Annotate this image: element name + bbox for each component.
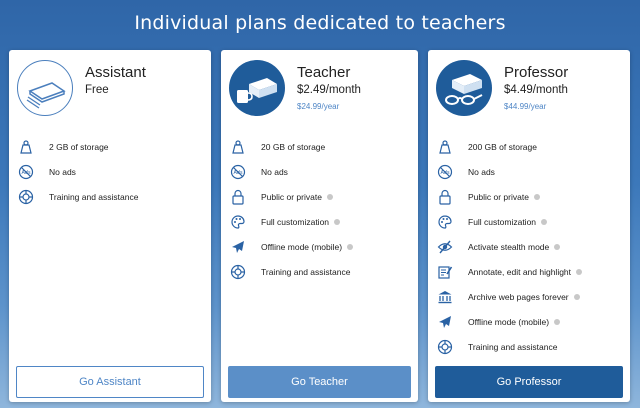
feature-list	[9, 134, 211, 209]
feature-item	[221, 209, 418, 234]
plan-yearly-price: $24.99/year	[297, 102, 340, 111]
feature-item	[428, 234, 630, 259]
feature-item	[428, 284, 630, 309]
go-teacher-button[interactable]: Go Teacher	[228, 366, 411, 398]
feature-label: Full customization	[261, 216, 330, 227]
plan-name: Teacher	[297, 64, 351, 81]
feature-item	[428, 334, 630, 359]
feature-label: Public or private	[261, 191, 322, 202]
feature-label: Activate stealth mode	[468, 241, 550, 252]
svg-text:Ads: Ads	[21, 169, 31, 176]
feature-label: Training and assistance	[468, 341, 558, 352]
feature-item	[221, 134, 418, 159]
archive-icon	[436, 288, 454, 306]
plan-yearly-price: $44.99/year	[504, 102, 547, 111]
feature-item	[428, 184, 630, 209]
feature-item	[428, 134, 630, 159]
go-professor-button[interactable]: Go Professor	[435, 366, 623, 398]
weight-icon	[17, 138, 35, 156]
book-glasses-icon	[436, 60, 492, 116]
feature-label: Archive web pages forever	[468, 291, 569, 302]
info-icon[interactable]	[574, 294, 580, 300]
feature-item	[428, 159, 630, 184]
feature-item	[9, 134, 211, 159]
feature-label: No ads	[261, 166, 288, 177]
plan-card-professor	[428, 50, 630, 402]
info-icon[interactable]	[334, 219, 340, 225]
info-icon[interactable]	[534, 194, 540, 200]
info-icon[interactable]	[541, 219, 547, 225]
no-ads-icon	[436, 163, 454, 181]
plan-price: $2.49/month	[297, 84, 361, 96]
info-icon[interactable]	[347, 244, 353, 250]
feature-item	[221, 259, 418, 284]
plan-name: Assistant	[85, 64, 146, 81]
feature-list	[221, 134, 418, 284]
go-assistant-button[interactable]: Go Assistant	[16, 366, 204, 398]
lifebuoy-icon	[436, 338, 454, 356]
feature-item	[428, 259, 630, 284]
svg-text:Ads: Ads	[440, 169, 450, 176]
airplane-icon	[436, 313, 454, 331]
feature-label: 2 GB of storage	[49, 141, 109, 152]
feature-item	[428, 309, 630, 334]
feature-label: Training and assistance	[49, 191, 139, 202]
eye-slash-icon	[436, 238, 454, 256]
feature-list	[428, 134, 630, 359]
feature-label: Offline mode (mobile)	[261, 241, 343, 252]
lifebuoy-icon	[229, 263, 247, 281]
feature-item	[9, 184, 211, 209]
feature-item	[221, 159, 418, 184]
feature-item	[9, 159, 211, 184]
no-ads-icon	[17, 163, 35, 181]
lock-icon	[229, 188, 247, 206]
feature-item	[221, 234, 418, 259]
feature-label: Annotate, edit and highlight	[468, 266, 572, 277]
lifebuoy-icon	[17, 188, 35, 206]
palette-icon	[229, 213, 247, 231]
lock-icon	[436, 188, 454, 206]
info-icon[interactable]	[554, 244, 560, 250]
feature-label: Full customization	[468, 216, 537, 227]
plan-price: $4.49/month	[504, 84, 568, 96]
info-icon[interactable]	[554, 319, 560, 325]
info-icon[interactable]	[327, 194, 333, 200]
annotate-icon	[436, 263, 454, 281]
notebook-icon	[17, 60, 73, 116]
no-ads-icon	[229, 163, 247, 181]
feature-label: Public or private	[468, 191, 529, 202]
feature-label: No ads	[49, 166, 76, 177]
plan-price: Free	[85, 84, 109, 96]
feature-label: No ads	[468, 166, 495, 177]
feature-item	[428, 209, 630, 234]
feature-label: 20 GB of storage	[261, 141, 326, 152]
book-mug-icon	[229, 60, 285, 116]
weight-icon	[229, 138, 247, 156]
plan-card-teacher	[221, 50, 418, 402]
plan-card-assistant	[9, 50, 211, 402]
info-icon[interactable]	[576, 269, 582, 275]
feature-label: Offline mode (mobile)	[468, 316, 550, 327]
feature-label: Training and assistance	[261, 266, 351, 277]
feature-item	[221, 184, 418, 209]
weight-icon	[436, 138, 454, 156]
feature-label: 200 GB of storage	[468, 141, 537, 152]
svg-text:Ads: Ads	[233, 169, 243, 176]
plan-name: Professor	[504, 64, 569, 81]
palette-icon	[436, 213, 454, 231]
airplane-icon	[229, 238, 247, 256]
page-title: Individual plans dedicated to teachers	[134, 12, 506, 34]
